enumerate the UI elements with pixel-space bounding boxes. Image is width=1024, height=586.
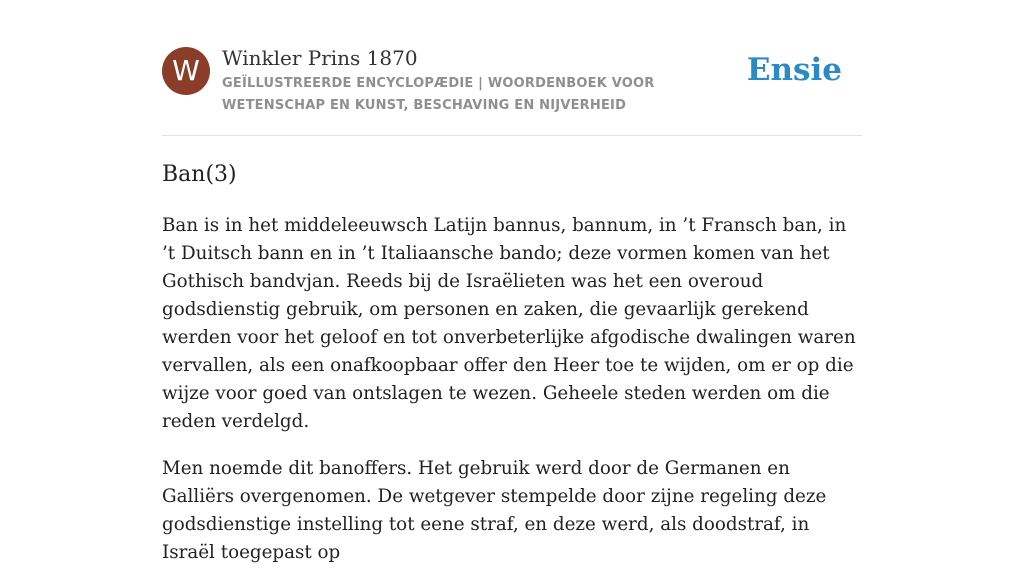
entry-paragraph: Men noemde dit banoffers. Het gebruik werd door de Germanen en Galliërs overgenomen. De wetgever stempelde door zijne regeling deze godsdienstige instelling tot eene straf, en deze werd, als doodstraf, in Israël toegepast op	[162, 458, 827, 563]
entry-title: Ban(3)	[162, 162, 237, 187]
source-avatar[interactable]: W	[162, 47, 210, 95]
source-subtitle: GEÏLLUSTREERDE ENCYCLOPÆDIE | WOORDENBOEK VOOR WETENSCHAP EN KUNST, BESCHAVING EN NIJVERHEID	[222, 76, 655, 113]
entry-content	[162, 158, 862, 586]
source-title[interactable]: Winkler Prins 1870	[222, 46, 418, 70]
ensie-logo[interactable]: Ensie	[746, 52, 842, 88]
entry-paragraph: Ban is in het middeleeuwsch Latijn bannus, bannum, in ’t Fransch ban, in ’t Duitsch bann en in ’t Italiaansche bando; deze vormen komen van het Gothisch bandvjan. Reeds bij de Israëlieten was het een overoud godsdienstig gebruik, om personen en zaken, die gevaarlijk gerekend werden voor het geloof en tot onverbeterlijke afgodische dwalingen waren vervallen, als een onafkoopbaar offer den Heer toe te wijden, om er op die wijze voor goed van ontslagen te wezen. Geheele steden werden om die reden verdelgd.	[162, 215, 856, 432]
source-header	[162, 44, 862, 136]
